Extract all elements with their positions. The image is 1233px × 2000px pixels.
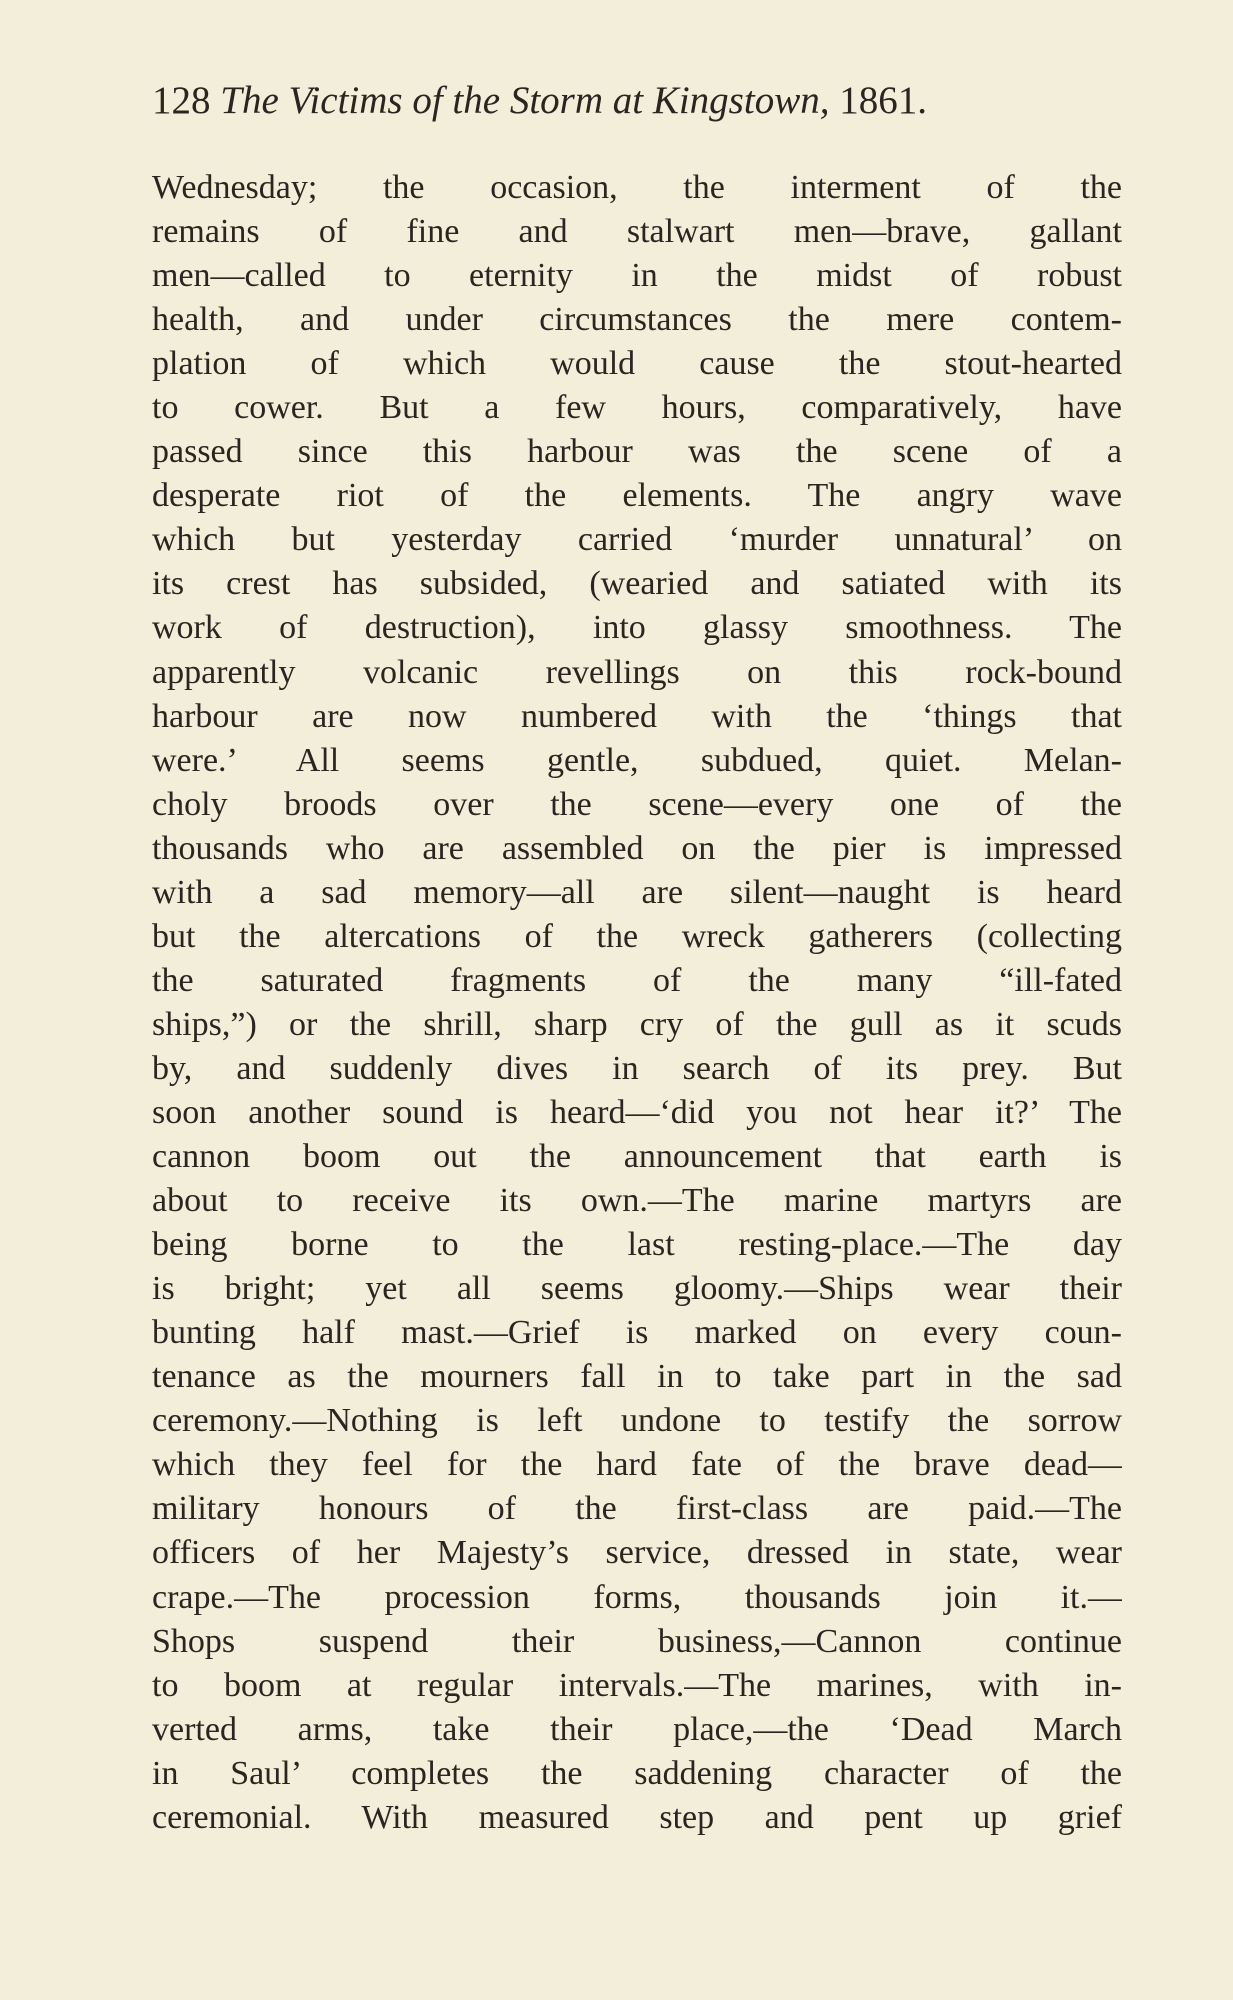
text-line: which they feel for the hard fate of the brave dead— <box>152 1446 1122 1484</box>
text-line: which but yesterday carried ‘murder unnatural’ on <box>152 521 1122 559</box>
text-line: desperate riot of the elements. The angry wave <box>152 477 1122 515</box>
text-line: thousands who are assembled on the pier is impressed <box>152 829 1122 867</box>
text-line: work of destruction), into glassy smoothness. The <box>152 609 1122 647</box>
text-line: bunting half mast.—Grief is marked on every coun- <box>152 1314 1122 1352</box>
text-line: were.’ All seems gentle, subdued, quiet. Melan- <box>152 741 1122 779</box>
text-line: ceremony.—Nothing is left undone to testify the sorrow <box>152 1402 1122 1440</box>
text-line: remains of fine and stalwart men—brave, gallant <box>152 213 1122 251</box>
text-line: to cower. But a few hours, comparatively, have <box>152 389 1122 427</box>
text-line: its crest has subsided, (wearied and satiated with its <box>152 565 1122 603</box>
text-line: officers of her Majesty’s service, dressed in state, wear <box>152 1534 1122 1572</box>
body-text <box>152 166 1122 1840</box>
text-line: tenance as the mourners fall in to take part in the sad <box>152 1358 1122 1396</box>
text-line: Shops suspend their business,—Cannon continue <box>152 1622 1122 1660</box>
text-line: with a sad memory—all are silent—naught is heard <box>152 873 1122 911</box>
text-line: by, and suddenly dives in search of its prey. But <box>152 1049 1122 1087</box>
text-line: soon another sound is heard—‘did you not hear it?’ The <box>152 1093 1122 1131</box>
text-line: ceremonial. With measured step and pent up grief <box>152 1798 1122 1836</box>
text-line: passed since this harbour was the scene of a <box>152 433 1122 471</box>
text-line: Wednesday; the occasion, the interment of the <box>152 169 1122 206</box>
text-line: military honours of the first-class are paid.—The <box>152 1490 1122 1528</box>
text-line: plation of which would cause the stout-hearted <box>152 345 1122 383</box>
text-line: health, and under circumstances the mere contem- <box>152 301 1122 339</box>
text-line: cannon boom out the announcement that earth is <box>152 1138 1122 1176</box>
text-line: men—called to eternity in the midst of robust <box>152 257 1122 295</box>
text-line: verted arms, take their place,—the ‘Dead March <box>152 1710 1122 1748</box>
text-line: being borne to the last resting-place.—The day <box>152 1226 1122 1264</box>
page-number: 128 <box>152 79 211 122</box>
text-line: the saturated fragments of the many “ill-fated <box>152 961 1122 999</box>
text-line: but the altercations of the wreck gatherers (collecting <box>152 917 1122 955</box>
text-line: in Saul’ completes the saddening character of the <box>152 1754 1122 1792</box>
running-head <box>152 76 1102 126</box>
text-line: apparently volcanic revellings on this rock-bound <box>152 653 1122 691</box>
text-line: crape.—The procession forms, thousands join it.— <box>152 1578 1122 1616</box>
text-line: about to receive its own.—The marine martyrs are <box>152 1182 1122 1220</box>
text-line: ships,”) or the shrill, sharp cry of the gull as it scuds <box>152 1005 1122 1043</box>
text-line: to boom at regular intervals.—The marines, with in- <box>152 1666 1122 1704</box>
text-line: choly broods over the scene—every one of the <box>152 785 1122 823</box>
running-title: The Victims of the Storm at Kingstown, <box>220 79 830 122</box>
text-line: harbour are now numbered with the ‘things that <box>152 697 1122 735</box>
text-line: is bright; yet all seems gloomy.—Ships wear their <box>152 1270 1122 1308</box>
running-year: 1861. <box>839 79 927 122</box>
